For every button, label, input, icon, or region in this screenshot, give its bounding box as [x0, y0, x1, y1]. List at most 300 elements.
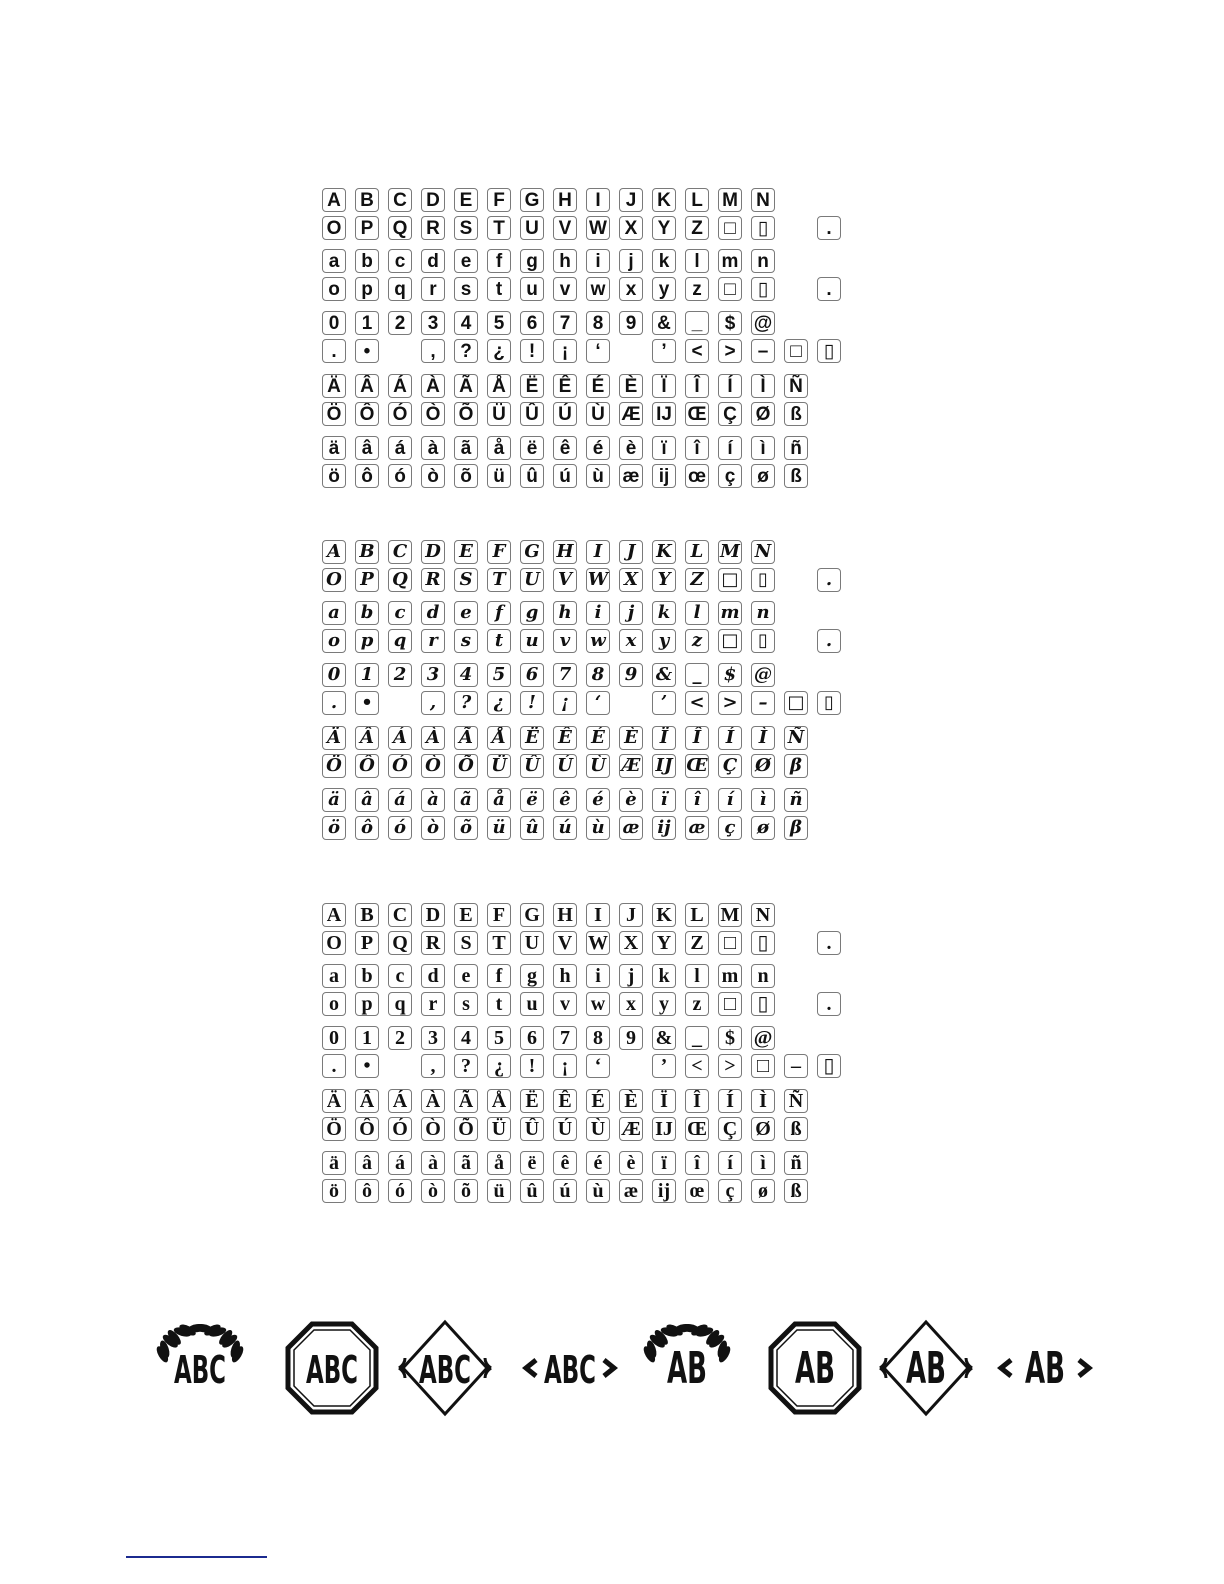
char-key: q — [388, 629, 412, 653]
char-key: Ã — [454, 1089, 478, 1113]
monogram-laurel-wreath — [150, 1318, 250, 1418]
char-key: õ — [454, 464, 478, 488]
char-key: – — [751, 691, 775, 715]
char-key: . — [817, 992, 841, 1016]
char-key: A — [322, 540, 346, 564]
char-key: E — [454, 540, 478, 564]
char-key: ▯ — [751, 568, 775, 592]
char-key: Ë — [520, 1089, 544, 1113]
char-key: I — [586, 540, 610, 564]
char-key: Á — [388, 374, 412, 398]
monogram-angle-brackets — [995, 1318, 1095, 1418]
monogram-letters: AB — [795, 1343, 835, 1394]
char-key: s — [454, 629, 478, 653]
char-key: m — [718, 601, 742, 625]
char-key: Ñ — [784, 726, 808, 750]
char-key: ij — [652, 464, 676, 488]
char-key: P — [355, 216, 379, 240]
char-key: Ä — [322, 1089, 346, 1113]
char-key: Ú — [553, 754, 577, 778]
char-key: ij — [652, 1179, 676, 1203]
char-key: a — [322, 249, 346, 273]
char-key: c — [388, 601, 412, 625]
char-key: â — [355, 788, 379, 812]
char-key: t — [487, 277, 511, 301]
char-key: ô — [355, 464, 379, 488]
char-key: Æ — [619, 754, 643, 778]
char-key: ’ — [652, 339, 676, 363]
char-key: . — [817, 216, 841, 240]
char-key: 9 — [619, 663, 643, 687]
char-key: ú — [553, 1179, 577, 1203]
char-key: ‘ — [586, 339, 610, 363]
char-key: 9 — [619, 311, 643, 335]
char-key: v — [553, 277, 577, 301]
char-key: ü — [487, 816, 511, 840]
char-key: ò — [421, 816, 445, 840]
char-key: X — [619, 931, 643, 955]
char-key: ì — [751, 436, 775, 460]
char-group — [322, 1089, 817, 1145]
char-key: Ö — [322, 1117, 346, 1141]
char-key: v — [553, 629, 577, 653]
char-key: 7 — [553, 663, 577, 687]
char-row — [322, 663, 850, 687]
char-key: O — [322, 216, 346, 240]
char-key: N — [751, 188, 775, 212]
char-key: Î — [685, 1089, 709, 1113]
char-key: – — [784, 1054, 808, 1078]
char-key — [850, 216, 874, 240]
char-key: u — [520, 992, 544, 1016]
char-key: < — [685, 691, 709, 715]
char-key: Ò — [421, 1117, 445, 1141]
char-key: Û — [520, 1117, 544, 1141]
char-key: ‘ — [586, 691, 610, 715]
char-key: ù — [586, 1179, 610, 1203]
char-row — [322, 992, 850, 1016]
char-key: À — [421, 726, 445, 750]
char-group — [322, 663, 850, 719]
char-key: á — [388, 788, 412, 812]
char-key: Í — [718, 726, 742, 750]
char-key: á — [388, 1151, 412, 1175]
char-key: o — [322, 629, 346, 653]
char-key: W — [587, 569, 609, 590]
char-key: U — [520, 568, 544, 592]
char-key: H — [553, 903, 577, 927]
char-key: L — [685, 540, 709, 564]
char-key: Î — [685, 726, 709, 750]
char-key: • — [355, 691, 379, 715]
char-key: & — [652, 311, 676, 335]
char-group — [322, 374, 817, 430]
char-key: ú — [553, 816, 577, 840]
char-group — [322, 249, 850, 305]
char-key: > — [718, 339, 742, 363]
char-key: Y — [652, 568, 676, 592]
char-row — [322, 1117, 817, 1141]
char-key: 2 — [388, 311, 412, 335]
char-key: Ô — [355, 402, 379, 426]
char-key: Î — [685, 374, 709, 398]
char-key: o — [322, 277, 346, 301]
char-key: Œ — [685, 402, 709, 426]
char-key: å — [487, 436, 511, 460]
char-key: F — [487, 903, 511, 927]
char-key: a — [322, 964, 346, 988]
char-key: L — [685, 188, 709, 212]
monogram-letters: ABC — [419, 1348, 471, 1392]
char-group — [322, 964, 850, 1020]
char-group — [322, 788, 817, 844]
monogram-letters: ABC — [306, 1348, 358, 1392]
char-key: ü — [487, 464, 511, 488]
char-key: g — [520, 601, 544, 625]
char-key: J — [619, 540, 643, 564]
char-key: 5 — [487, 663, 511, 687]
char-key: è — [619, 436, 643, 460]
char-row — [322, 931, 850, 955]
char-key: T — [487, 216, 511, 240]
char-key: ¡ — [553, 691, 577, 715]
char-key: É — [586, 726, 610, 750]
char-row — [322, 788, 817, 812]
monogram-ornate-diamond — [395, 1318, 495, 1418]
char-key: U — [520, 216, 544, 240]
char-key: æ — [685, 816, 709, 840]
char-key: ß — [784, 1179, 808, 1203]
char-key: à — [421, 788, 445, 812]
char-key: Q — [388, 568, 412, 592]
char-key: î — [685, 788, 709, 812]
char-key: ë — [520, 1151, 544, 1175]
char-key: x — [619, 992, 643, 1016]
char-key: ! — [520, 691, 544, 715]
char-key: Ã — [454, 726, 478, 750]
char-key: w — [586, 277, 610, 301]
char-key: Ó — [388, 1117, 412, 1141]
char-key: Ø — [751, 1117, 775, 1141]
char-key: Ë — [520, 726, 544, 750]
char-key: q — [388, 277, 412, 301]
char-key: . — [322, 339, 346, 363]
char-key: X — [619, 216, 643, 240]
char-key: H — [553, 540, 577, 564]
monogram-octagon — [765, 1318, 865, 1418]
char-group — [322, 726, 817, 782]
char-key: _ — [685, 311, 709, 335]
char-key: ù — [586, 816, 610, 840]
char-key: Z — [685, 216, 709, 240]
char-key: M — [718, 903, 742, 927]
char-key: Ì — [751, 374, 775, 398]
char-key: Ñ — [784, 374, 808, 398]
char-key: b — [355, 249, 379, 273]
char-key: i — [586, 964, 610, 988]
monogram-laurel-wreath — [637, 1318, 737, 1418]
char-key: é — [586, 436, 610, 460]
char-row — [322, 691, 850, 715]
char-key: i — [586, 601, 610, 625]
char-key: ï — [652, 1151, 676, 1175]
char-key: 8 — [586, 1026, 610, 1050]
char-key: a — [322, 601, 346, 625]
char-key: J — [619, 188, 643, 212]
char-key: Å — [487, 726, 511, 750]
char-key — [784, 216, 808, 240]
char-key: g — [520, 249, 544, 273]
char-key: Û — [520, 754, 544, 778]
char-key: 4 — [454, 663, 478, 687]
char-row — [322, 1054, 850, 1078]
char-key: È — [619, 1089, 643, 1113]
char-key: d — [421, 601, 445, 625]
char-key: ê — [553, 788, 577, 812]
char-key: n — [751, 249, 775, 273]
char-key: • — [355, 339, 379, 363]
char-key: Ù — [586, 754, 610, 778]
monogram-letters: ABC — [544, 1348, 596, 1392]
char-key: 8 — [586, 311, 610, 335]
char-key: Ó — [388, 402, 412, 426]
char-key: Í — [718, 1089, 742, 1113]
char-key: K — [652, 188, 676, 212]
char-row — [322, 277, 850, 301]
char-key: , — [421, 1054, 445, 1078]
char-key: í — [718, 1151, 742, 1175]
char-key: ø — [751, 816, 775, 840]
char-key: Ü — [487, 754, 511, 778]
char-key: ù — [586, 464, 610, 488]
char-key: ã — [454, 1151, 478, 1175]
char-key: Y — [652, 931, 676, 955]
char-key: Ù — [586, 402, 610, 426]
char-key: , — [421, 339, 445, 363]
char-key: . — [322, 691, 346, 715]
char-key: t — [487, 992, 511, 1016]
char-key: ü — [487, 1179, 511, 1203]
char-row — [322, 339, 850, 363]
char-key — [388, 1054, 412, 1078]
char-row — [322, 1151, 817, 1175]
char-key: E — [454, 188, 478, 212]
char-key: C — [388, 903, 412, 927]
char-key: Æ — [621, 1118, 641, 1140]
char-key: È — [619, 374, 643, 398]
char-key: Á — [388, 726, 412, 750]
char-key — [784, 931, 808, 955]
char-key: 6 — [520, 311, 544, 335]
char-row — [322, 903, 850, 927]
char-key: Ì — [751, 726, 775, 750]
char-key: è — [619, 1151, 643, 1175]
char-key: Ì — [751, 1089, 775, 1113]
char-key: ¡ — [553, 339, 577, 363]
char-key: 4 — [454, 311, 478, 335]
char-key: é — [586, 1151, 610, 1175]
char-key: H — [553, 188, 577, 212]
char-key: l — [685, 249, 709, 273]
char-key: R — [421, 931, 445, 955]
char-key: c — [388, 249, 412, 273]
char-key: ‘ — [586, 1054, 610, 1078]
char-key: ▯ — [817, 1054, 841, 1078]
char-row — [322, 1089, 817, 1113]
char-key: ø — [751, 1179, 775, 1203]
char-key — [784, 992, 808, 1016]
char-key: J — [619, 903, 643, 927]
char-key: 0 — [322, 311, 346, 335]
char-key: ú — [553, 464, 577, 488]
char-key: è — [619, 788, 643, 812]
char-key: h — [553, 964, 577, 988]
char-key: r — [421, 992, 445, 1016]
char-key: c — [388, 964, 412, 988]
monogram-strip — [150, 1318, 1090, 1418]
char-row — [322, 1179, 817, 1203]
char-key: Ç — [718, 754, 742, 778]
char-key: e — [454, 601, 478, 625]
char-key: 0 — [322, 1026, 346, 1050]
char-row — [322, 402, 817, 426]
char-row — [322, 754, 817, 778]
char-key: ì — [751, 788, 775, 812]
char-key: @ — [751, 663, 775, 687]
char-key: m — [718, 249, 742, 273]
char-group — [322, 436, 817, 492]
char-key: â — [355, 436, 379, 460]
char-key: ¿ — [487, 339, 511, 363]
char-group — [322, 903, 850, 959]
char-key: □ — [751, 1054, 775, 1078]
char-key: k — [652, 249, 676, 273]
char-key: < — [685, 1054, 709, 1078]
char-row — [322, 464, 817, 488]
char-key: 9 — [619, 1026, 643, 1050]
char-key: Y — [652, 216, 676, 240]
char-key: K — [652, 903, 676, 927]
char-key: õ — [454, 1179, 478, 1203]
monogram-letters: AB — [667, 1343, 707, 1394]
char-key: Ø — [751, 754, 775, 778]
char-key: À — [421, 1089, 445, 1113]
char-key: U — [520, 931, 544, 955]
char-key: ö — [322, 816, 346, 840]
char-key: u — [520, 629, 544, 653]
char-key: _ — [685, 1026, 709, 1050]
char-key: Q — [388, 931, 412, 955]
monogram-angle-brackets — [520, 1318, 620, 1418]
char-key: ó — [388, 1179, 412, 1203]
char-key: n — [751, 601, 775, 625]
char-key: K — [652, 540, 676, 564]
char-key: Ê — [553, 726, 577, 750]
char-key: d — [421, 249, 445, 273]
char-key: É — [586, 374, 610, 398]
char-key: IJ — [652, 402, 676, 426]
char-key: h — [553, 601, 577, 625]
char-key: G — [520, 188, 544, 212]
char-key: ! — [520, 339, 544, 363]
char-row — [322, 216, 883, 240]
char-key: 7 — [553, 311, 577, 335]
char-key: Í — [718, 374, 742, 398]
char-key: s — [454, 277, 478, 301]
char-key: Z — [685, 568, 709, 592]
char-key: Ô — [355, 754, 379, 778]
char-key: y — [652, 629, 676, 653]
char-key: Ã — [454, 374, 478, 398]
char-key: f — [487, 964, 511, 988]
char-key: C — [388, 188, 412, 212]
char-key: Ô — [355, 1117, 379, 1141]
char-key: ö — [322, 1179, 346, 1203]
char-key: l — [685, 601, 709, 625]
char-key: A — [322, 903, 346, 927]
char-key: 6 — [520, 1026, 544, 1050]
char-key: x — [619, 277, 643, 301]
char-key: Õ — [454, 1117, 478, 1141]
char-key: $ — [718, 311, 742, 335]
char-key: ñ — [784, 1151, 808, 1175]
char-key: Ú — [553, 402, 577, 426]
char-key: o — [322, 992, 346, 1016]
char-key: j — [619, 964, 643, 988]
char-key: Ü — [487, 402, 511, 426]
char-key: < — [685, 339, 709, 363]
char-key: u — [520, 277, 544, 301]
char-row — [322, 188, 883, 212]
char-key: T — [487, 931, 511, 955]
char-key: ? — [454, 1054, 478, 1078]
char-key: ä — [322, 788, 346, 812]
char-key: • — [355, 1054, 379, 1078]
char-row — [322, 540, 850, 564]
char-key: 6 — [520, 663, 544, 687]
char-key: F — [487, 540, 511, 564]
char-key: n — [751, 964, 775, 988]
char-key: IJ — [652, 1117, 676, 1141]
char-key: m — [718, 964, 742, 988]
char-key: Ö — [322, 402, 346, 426]
char-key: à — [421, 1151, 445, 1175]
char-key: ç — [718, 816, 742, 840]
char-key: IJ — [652, 754, 676, 778]
char-key: M — [718, 540, 742, 564]
char-key: ö — [322, 464, 346, 488]
char-key: 1 — [355, 1026, 379, 1050]
char-key: Ò — [421, 754, 445, 778]
char-row — [322, 629, 850, 653]
char-key: S — [454, 216, 478, 240]
char-key: j — [619, 249, 643, 273]
char-key: Ú — [553, 1117, 577, 1141]
char-key: ▯ — [751, 277, 775, 301]
char-key: Ë — [520, 374, 544, 398]
char-key: □ — [718, 568, 742, 592]
char-key: , — [421, 691, 445, 715]
char-key: Ç — [718, 1117, 742, 1141]
char-key: i — [586, 249, 610, 273]
char-row — [322, 816, 817, 840]
char-key: b — [355, 964, 379, 988]
char-key: □ — [718, 629, 742, 653]
char-key: 8 — [586, 663, 610, 687]
char-key: t — [487, 629, 511, 653]
char-key: D — [421, 903, 445, 927]
char-key: ! — [520, 1054, 544, 1078]
